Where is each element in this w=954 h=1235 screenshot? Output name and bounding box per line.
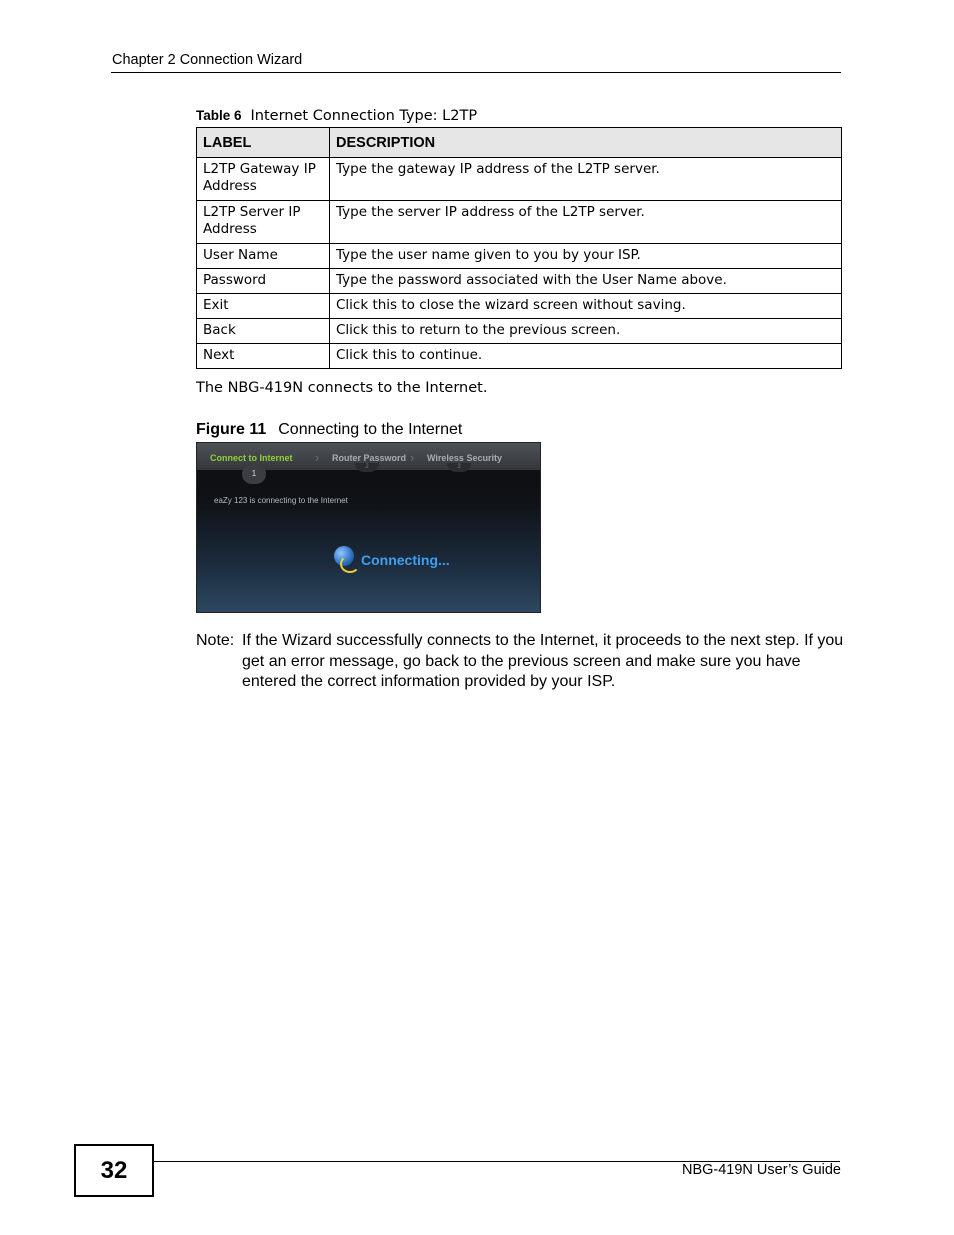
table-row — [197, 244, 842, 269]
row-description: Type the gateway IP address of the L2TP server. — [330, 158, 842, 201]
step-number-badge: 3 — [447, 463, 471, 472]
table-row — [197, 201, 842, 244]
row-label: Password — [197, 269, 330, 294]
note-label: Note: — [196, 632, 235, 649]
figure-caption-label: Figure 11 — [196, 421, 267, 438]
table-row — [197, 294, 842, 319]
note-text: If the Wizard successfully connects to the Internet, it proceeds to the next step. If you get an error message, go back to the previous screen and make sure you have entered the correct information provided by your ISP. — [242, 632, 844, 690]
table-caption-label: Table 6 — [196, 108, 242, 123]
row-description: Type the server IP address of the L2TP server. — [330, 201, 842, 244]
row-description: Click this to continue. — [330, 344, 842, 369]
row-label: L2TP Gateway IP Address — [197, 158, 330, 201]
connecting-label: Connecting... — [361, 552, 450, 568]
column-header-description: DESCRIPTION — [330, 128, 842, 158]
table-row — [197, 158, 842, 201]
table-caption-title: Internet Connection Type: L2TP — [250, 108, 478, 124]
page-number: 32 — [74, 1144, 154, 1197]
note — [196, 631, 846, 693]
step-number-badge: 1 — [242, 464, 266, 484]
row-label: Exit — [197, 294, 330, 319]
header-rule — [111, 72, 841, 73]
table-row — [197, 319, 842, 344]
row-label: Back — [197, 319, 330, 344]
wizard-step-connect[interactable]: Connect to Internet — [210, 453, 293, 463]
chevron-right-icon: › — [410, 450, 415, 465]
row-label: User Name — [197, 244, 330, 269]
running-header: Chapter 2 Connection Wizard — [112, 52, 303, 68]
row-label: L2TP Server IP Address — [197, 201, 330, 244]
wizard-step-router-password[interactable]: Router Password — [332, 453, 407, 463]
connection-swirl-icon — [340, 555, 360, 573]
table-row — [197, 269, 842, 294]
figure-caption-title: Connecting to the Internet — [278, 421, 463, 438]
row-description: Type the user name given to you by your ISP. — [330, 244, 842, 269]
table-row — [197, 344, 842, 369]
step-number-badge: 2 — [355, 463, 379, 472]
status-message: eaZy 123 is connecting to the Internet — [214, 496, 348, 505]
row-description: Type the password associated with the User Name above. — [330, 269, 842, 294]
row-description: Click this to return to the previous screen. — [330, 319, 842, 344]
figure-caption — [196, 421, 462, 439]
table-header-row — [197, 128, 842, 158]
table-caption — [196, 107, 477, 124]
chevron-right-icon: › — [315, 450, 320, 465]
row-description: Click this to close the wizard screen without saving. — [330, 294, 842, 319]
wizard-step-wireless-security[interactable]: Wireless Security — [427, 453, 502, 463]
row-label: Next — [197, 344, 330, 369]
l2tp-table — [196, 127, 842, 369]
column-header-label: LABEL — [197, 128, 330, 158]
wizard-screenshot — [196, 442, 541, 613]
guide-title: NBG-419N User’s Guide — [681, 1162, 841, 1178]
body-paragraph: The NBG-419N connects to the Internet. — [196, 380, 488, 396]
